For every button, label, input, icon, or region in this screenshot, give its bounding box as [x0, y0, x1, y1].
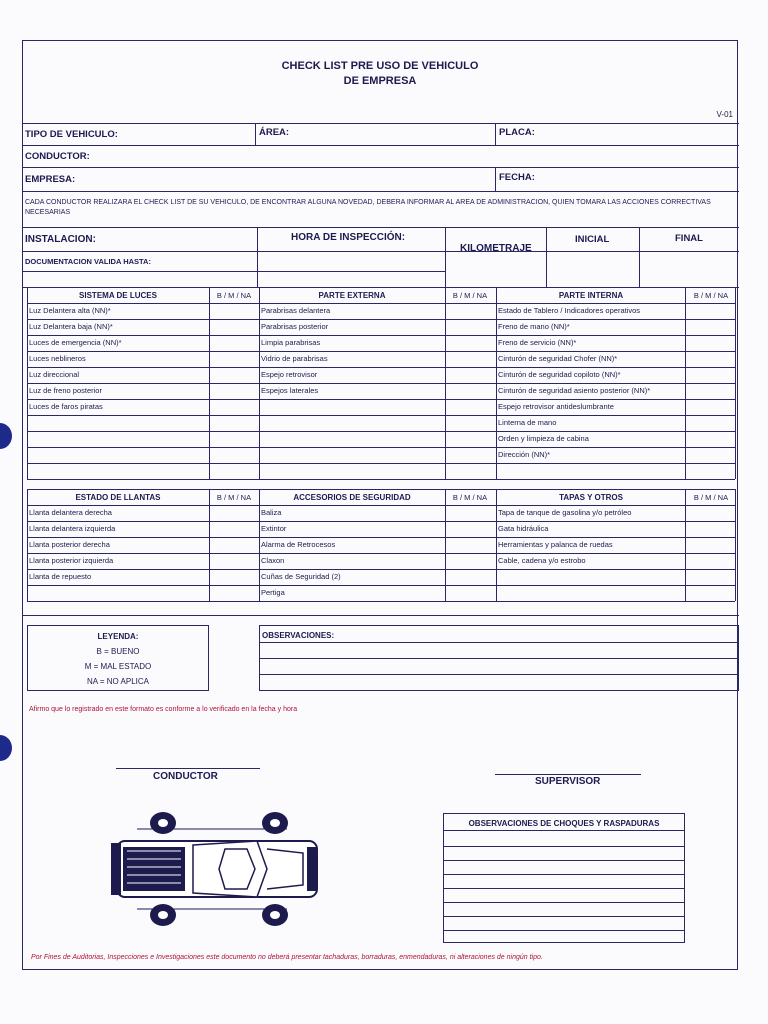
sec1-item: Luces de emergencia (NN)* [29, 338, 122, 347]
observaciones-box [259, 625, 739, 691]
title-line-2: DE EMPRESA [343, 75, 417, 87]
sec2-header-2: ACCESORIOS DE SEGURIDAD [293, 493, 411, 502]
inicial-label: INICIAL [575, 234, 610, 245]
sec1-bmna-header-2: B / M / NA [452, 291, 488, 300]
sec2-item: Llanta de repuesto [29, 572, 92, 581]
sec1-item: Cinturón de seguridad asiento posterior (NN)* [498, 386, 651, 395]
title-line-1: CHECK LIST PRE USO DE VEHICULO [281, 60, 479, 72]
sec1-item: Freno de mano (NN)* [498, 322, 570, 331]
legend-box [27, 625, 209, 691]
sec1-item: Espejo retrovisor antideslumbrante [498, 402, 614, 411]
sec1-item: Dirección (NN)* [498, 450, 551, 459]
sec2-header-3: TAPAS Y OTROS [559, 493, 623, 502]
sec1-item: Parabrisas posterior [261, 322, 329, 331]
legend-na: NA = NO APLICA [86, 677, 150, 686]
sec2-item: Pertiga [261, 588, 285, 597]
area-label: ÁREA: [259, 127, 290, 138]
sec1-item: Linterna de mano [498, 418, 557, 427]
sec2-item: Herramientas y palanca de ruedas [498, 540, 613, 549]
sec2-header-1: ESTADO DE LLANTAS [75, 493, 161, 502]
sec2-item: Llanta delantera izquierda [29, 524, 116, 533]
form-title [23, 59, 737, 89]
sec1-header-2: PARTE EXTERNA [318, 291, 386, 300]
observaciones-label: OBSERVACIONES: [262, 631, 335, 640]
sec2-item: Cuñas de Seguridad (2) [261, 572, 341, 581]
supervisor-signature-label: SUPERVISOR [535, 776, 601, 787]
sec2-bmna-header-2: B / M / NA [452, 493, 488, 502]
sec1-item: Luces de faros piratas [29, 402, 103, 411]
conductor-label: CONDUCTOR: [25, 151, 90, 162]
kilometraje-label: KILOMETRAJE [460, 243, 532, 254]
sec1-header-3: PARTE INTERNA [558, 291, 624, 300]
sec1-item: Espejos laterales [261, 386, 319, 395]
binder-hole-bottom [0, 735, 12, 761]
empresa-label: EMPRESA: [25, 174, 76, 185]
binder-hole-top [0, 423, 12, 449]
tipo-vehiculo-label: TIPO DE VEHICULO: [25, 129, 118, 140]
sec2-bmna-header-3: B / M / NA [693, 493, 729, 502]
sec2-item: Gata hidráulica [498, 524, 549, 533]
sec1-item: Luz Delantera baja (NN)* [29, 322, 113, 331]
vehicle-top-view-diagram [107, 809, 321, 929]
sec1-item: Luz Delantera alta (NN)* [29, 306, 111, 315]
choques-box [443, 813, 685, 943]
sec1-bmna-header-3: B / M / NA [693, 291, 729, 300]
sec1-item: Espejo retrovisor [261, 370, 318, 379]
choques-title: OBSERVACIONES DE CHOQUES Y RASPADURAS [468, 819, 660, 828]
sec1-item: Cinturón de seguridad copiloto (NN)* [498, 370, 621, 379]
checklist-form [22, 40, 738, 970]
sec1-item: Luz direccional [29, 370, 80, 379]
sec1-item: Cinturón de seguridad Chofer (NN)* [498, 354, 618, 363]
documentacion-label: DOCUMENTACION VALIDA HASTA: [25, 257, 151, 266]
footer-note: Por Fines de Auditorias, Inspecciones e Investigaciones este documento no deberá presentar tachaduras, borraduras, enmendaduras, ni alteraciones de ningún tipo. [31, 954, 543, 961]
sec2-item: Llanta posterior izquierda [29, 556, 114, 565]
sec1-item: Luz de freno posterior [29, 386, 102, 395]
sec2-item: Llanta posterior derecha [29, 540, 110, 549]
sec1-item: Parabrisas delantera [261, 306, 331, 315]
sec1-item: Vidrio de parabrisas [261, 354, 328, 363]
sec2-bmna-header-1: B / M / NA [216, 493, 252, 502]
version-label: V-01 [716, 110, 733, 119]
legend-title: LEYENDA: [97, 632, 139, 641]
sec1-header-1: SISTEMA DE LUCES [79, 291, 157, 300]
legend-m: M = MAL ESTADO [84, 662, 152, 671]
affirmation-text: Afirmo que lo registrado en este formato es conforme a lo verificado en la fecha y hora [29, 706, 298, 713]
sec2-item: Claxon [261, 556, 285, 565]
legend-b: B = BUENO [96, 647, 140, 656]
sec1-item: Freno de servicio (NN)* [498, 338, 577, 347]
fecha-label: FECHA: [499, 172, 535, 183]
final-label: FINAL [675, 233, 703, 244]
sec2-item: Alarma de Retrocesos [261, 540, 336, 549]
sec2-item: Extintor [261, 524, 287, 533]
notice-text: CADA CONDUCTOR REALIZARA EL CHECK LIST DE SU VEHICULO, DE ENCONTRAR ALGUNA NOVEDAD, DEBERA INFORMAR AL AREA DE ADMINISTRACION, QUIEN TOMARA LAS ACCIONES CORRECTIVAS NECESARIAS [25, 199, 711, 216]
sec1-item: Luces neblineros [29, 354, 86, 363]
sec2-item: Baliza [261, 508, 282, 517]
sec2-item: Tapa de tanque de gasolina y/o petróleo [498, 508, 632, 517]
sec2-item: Cable, cadena y/o estrobo [498, 556, 586, 565]
sec1-item: Estado de Tablero / Indicadores operativos [498, 306, 641, 315]
instalacion-label: INSTALACION: [25, 234, 96, 245]
placa-label: PLACA: [499, 127, 535, 138]
conductor-signature-label: CONDUCTOR [153, 771, 218, 782]
sec1-item: Orden y limpieza de cabina [498, 434, 589, 443]
sec2-item: Llanta delantera derecha [29, 508, 112, 517]
hora-label: HORA DE INSPECCIÓN: [291, 232, 406, 243]
sec1-bmna-header-1: B / M / NA [216, 291, 252, 300]
sec1-item: Limpia parabrisas [261, 338, 321, 347]
